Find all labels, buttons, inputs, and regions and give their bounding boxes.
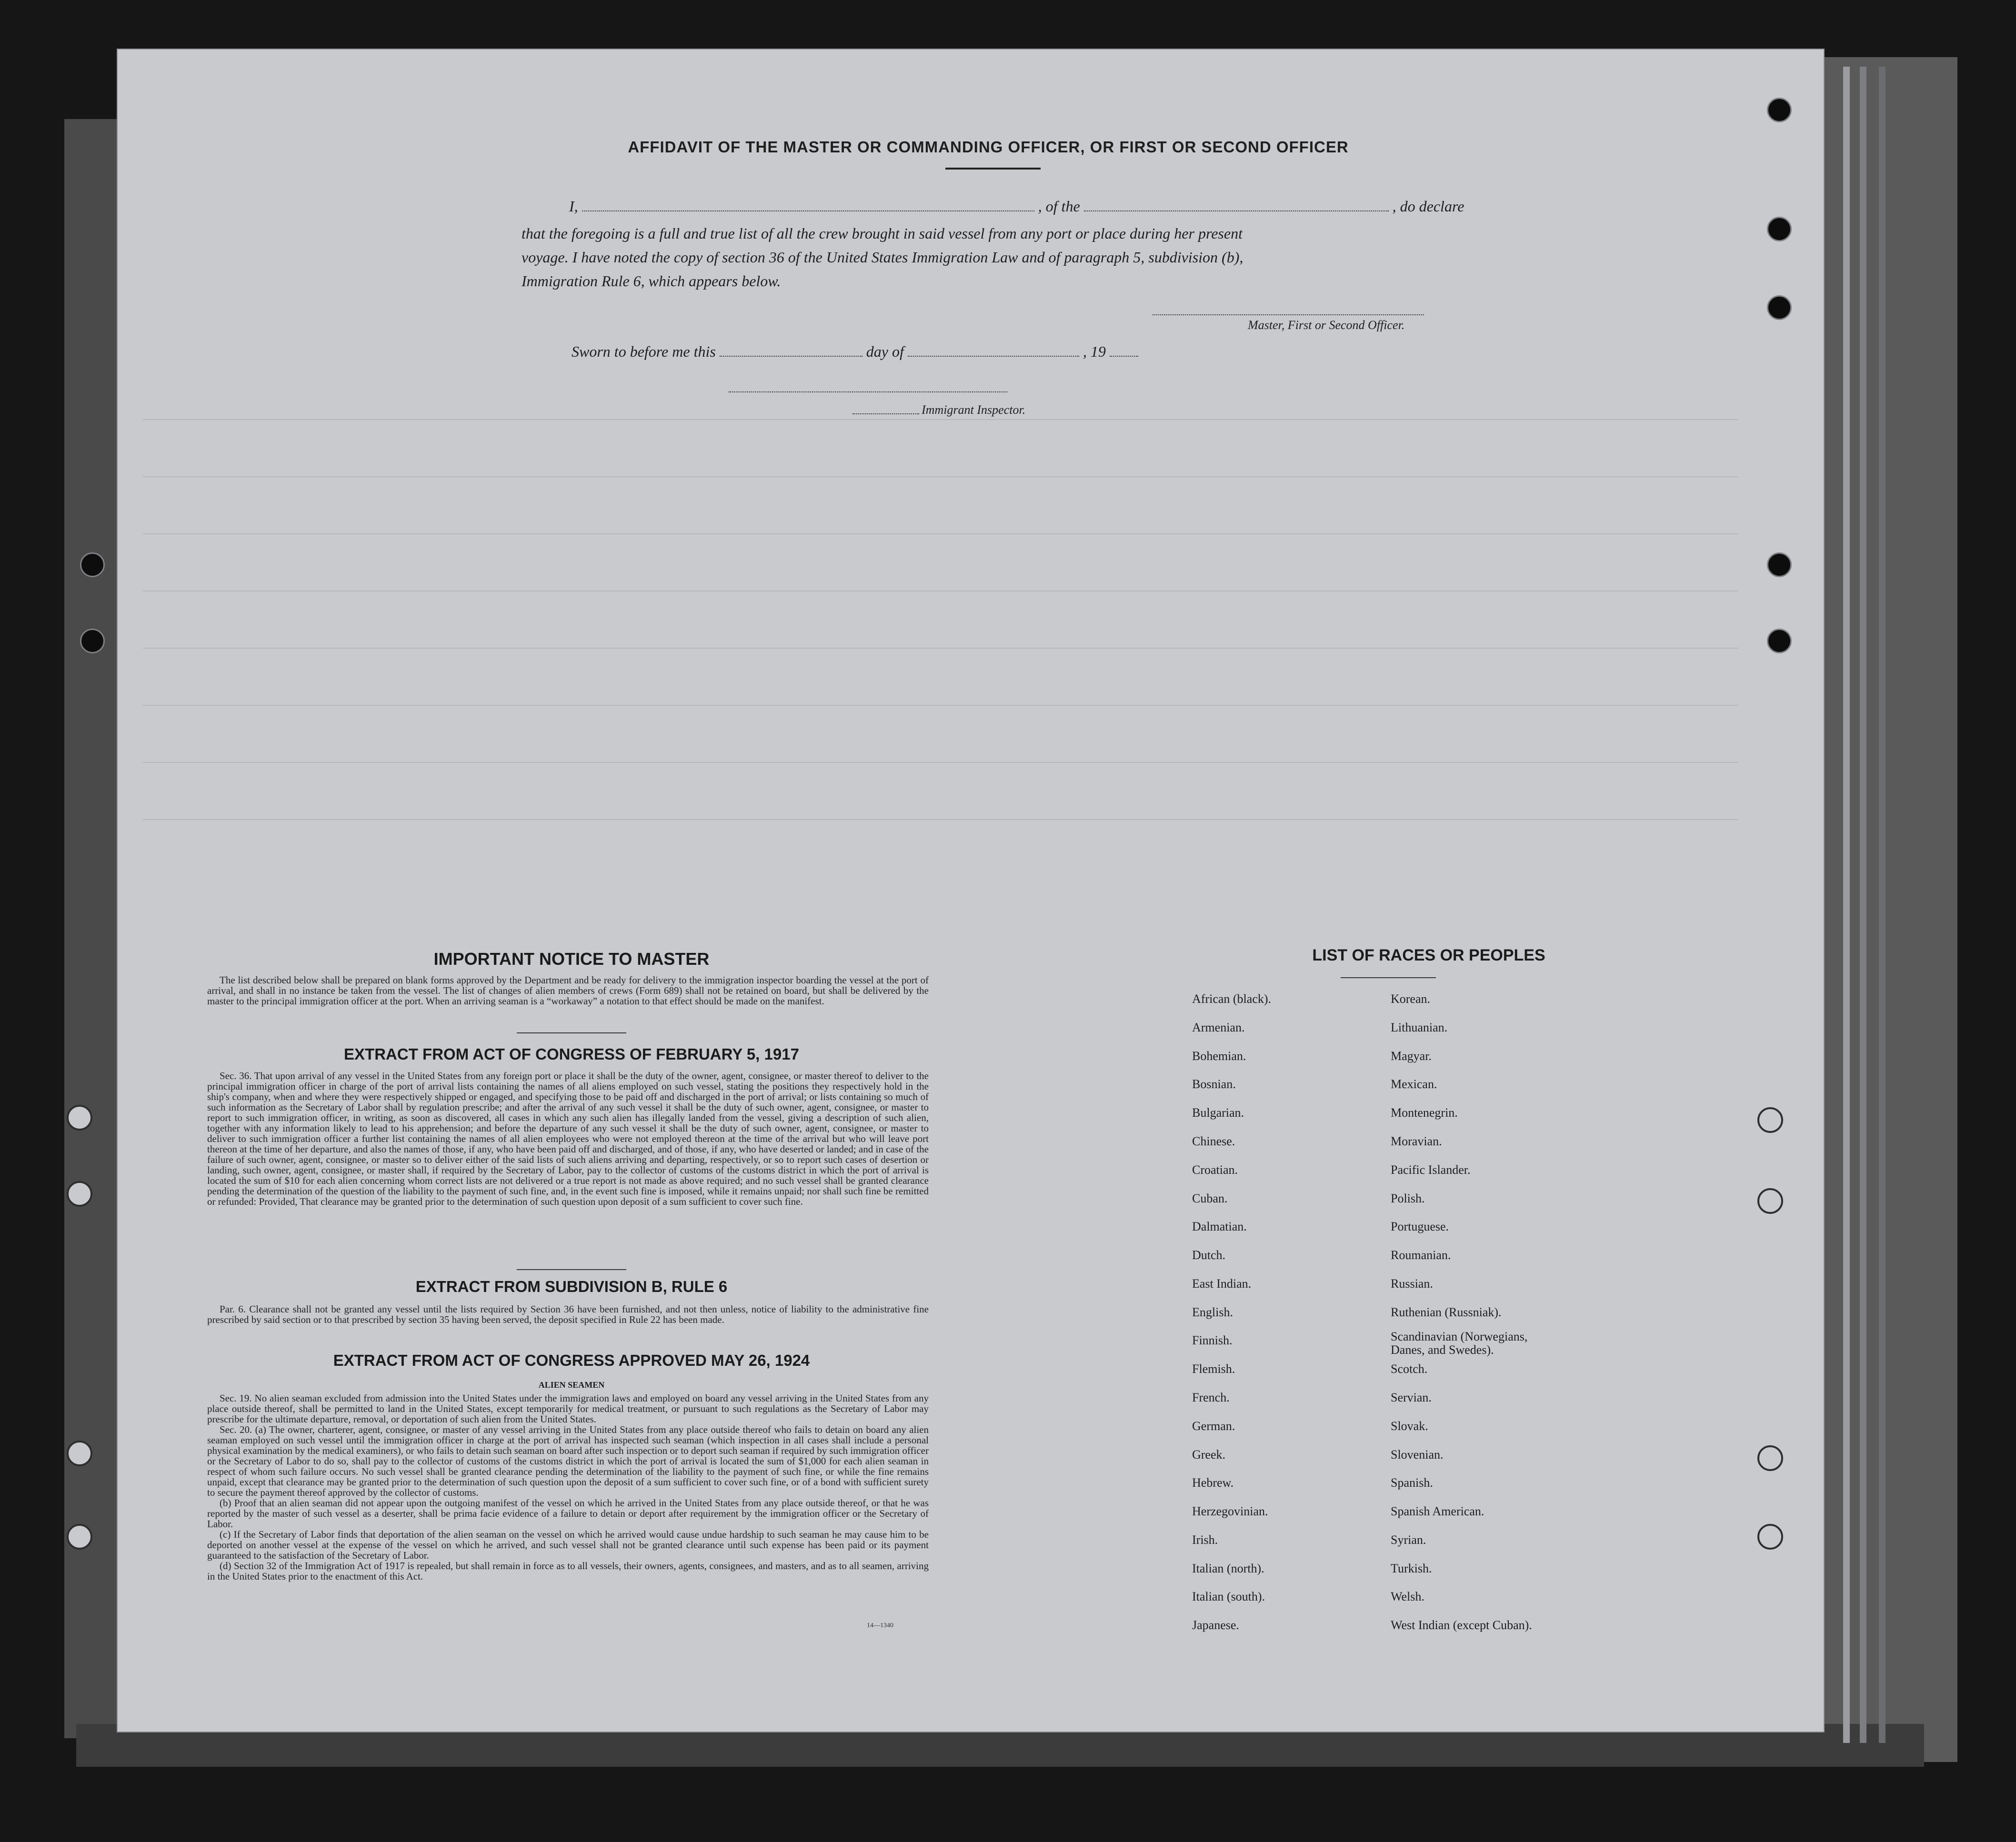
affidavit-line-2: that the foregoing is a full and true list of all the crew brought in said vessel from any port or place during her present xyxy=(522,225,1243,242)
punch-hole xyxy=(67,1105,92,1131)
sec-20a-paragraph: Sec. 20. (a) The owner, charterer, agent, consignee, or master of any vessel arriving in the United States from any place outside thereof who fails to detain on board any alien seaman employed on such vessel until the immigration officer in charge at the port of arrival has inspected such seaman (which inspection in all cases shall include a personal physical examination by the medical examiners), or who fails to detain such seaman on board after such inspection or to deport such seaman if required by such immigration officer or the Secretary of Labor to do so, shall pay to the collector of customs of the customs district in which the port of arrival is located the sum of $1,000 for each alien seaman in respect of whom such failure occurs. No such vessel shall be granted clearance pending the determination of the liability to the payment of such fine, or while the fine remains unpaid, except that clearance may be granted prior to the determination of such question upon the deposit of a sum sufficient to cover such fine, or of a bond with sufficient surety to secure the payment thereof approved by the collector of customs. xyxy=(207,1424,929,1498)
race-item: Syrian. xyxy=(1391,1533,1426,1547)
race-item: Magyar. xyxy=(1391,1049,1432,1063)
race-item: Lithuanian. xyxy=(1391,1021,1448,1034)
race-item: English. xyxy=(1192,1305,1233,1319)
punch-hole xyxy=(67,1181,92,1207)
extract-1924-title: EXTRACT FROM ACT OF CONGRESS APPROVED MAY 26, 1924 xyxy=(333,1351,810,1369)
notice-paragraph: The list described below shall be prepared on blank forms approved by the Department and be ready for delivery to the immigration inspector boarding the vessel at the port of arrival, and shall in no instance be taken from the vessel. The list of changes of alien members of crews (Form 689) shall not be retained on board, but shall be delivered by the master to the principal immigration officer at the port. When an arriving seaman is a “workaway” a notation to that effect should be made on the manifest. xyxy=(207,974,929,1007)
section-divider xyxy=(517,1269,626,1270)
affidavit-declaration-line xyxy=(569,198,1464,215)
page-edge xyxy=(1879,67,1886,1743)
affidavit-line-3: voyage. I have noted the copy of section 36 of the United States Immigration Law and of paragraph 5, subdivision (b), xyxy=(522,249,1244,266)
bleed-through-line xyxy=(143,648,1738,649)
race-item: Turkish. xyxy=(1391,1562,1432,1575)
race-item: Chinese. xyxy=(1192,1134,1235,1148)
sec-20d-paragraph: (d) Section 32 of the Immigration Act of 1917 is repealed, but shall remain in force as to all vessels, their owners, agents, consignees, and masters, and as to all seamen, arriving in the United States prior to the enactment of this Act. xyxy=(207,1560,929,1582)
extract-1917-text xyxy=(207,1071,929,1207)
bleed-through-line xyxy=(143,705,1738,706)
race-item: Armenian. xyxy=(1192,1021,1245,1034)
race-item: East Indian. xyxy=(1192,1277,1252,1291)
race-item: Hebrew. xyxy=(1192,1476,1234,1490)
page-edge xyxy=(1860,67,1866,1743)
race-item: Slovenian. xyxy=(1391,1448,1444,1462)
race-item: Japanese. xyxy=(1192,1618,1239,1632)
extract-1924-subtitle: ALIEN SEAMEN xyxy=(538,1380,605,1390)
race-item: Herzegovinian. xyxy=(1192,1504,1268,1518)
race-item: Flemish. xyxy=(1192,1362,1235,1376)
race-item: Bohemian. xyxy=(1192,1049,1246,1063)
race-item: Roumanian. xyxy=(1391,1248,1451,1262)
race-item: Irish. xyxy=(1192,1533,1218,1547)
inspector-signature-line-short xyxy=(853,413,919,414)
race-item: Finnish. xyxy=(1192,1333,1233,1347)
race-item: Spanish. xyxy=(1391,1476,1433,1490)
notice-text xyxy=(207,975,929,1006)
race-item: Italian (south). xyxy=(1192,1590,1265,1603)
race-item: Mexican. xyxy=(1391,1077,1437,1091)
sec-19-paragraph: Sec. 19. No alien seaman excluded from admission into the United States under the immigration laws and employed on board any vessel arriving in the United States from any place outside thereof, shall be permitted to land in the United States, except temporarily for medical treatment, or pursuant to such regulations as the Secretary of Labor may prescribe for the ultimate departure, removal, or deportation of such alien from the United States. xyxy=(207,1392,929,1425)
punch-hole xyxy=(1757,1188,1783,1214)
race-item: Servian. xyxy=(1391,1391,1432,1404)
extract-1917-title: EXTRACT FROM ACT OF CONGRESS OF FEBRUARY 5, 1917 xyxy=(344,1045,799,1063)
punch-hole xyxy=(67,1441,92,1466)
race-item: West Indian (except Cuban). xyxy=(1391,1618,1532,1632)
race-item: Croatian. xyxy=(1192,1163,1238,1177)
race-item: Pacific Islander. xyxy=(1391,1163,1471,1177)
race-item: Moravian. xyxy=(1391,1134,1442,1148)
bleed-through-line xyxy=(143,819,1738,820)
extract-rule6-paragraph: Par. 6. Clearance shall not be granted any vessel until the lists required by Section 36 have been furnished, and not then unless, notice of liability to the administrative fine prescribed by said section or to that prescribed by section 35 having been served, the deposit specified in Rule 22 has been made. xyxy=(207,1303,929,1325)
punch-hole xyxy=(1757,1445,1783,1471)
vessel-blank[interactable] xyxy=(1084,200,1389,211)
race-item: Italian (north). xyxy=(1192,1562,1264,1575)
race-item: Korean. xyxy=(1391,992,1431,1006)
race-item: German. xyxy=(1192,1419,1235,1433)
affidavit-declare: , do declare xyxy=(1392,198,1464,215)
affidavit-line-4: Immigration Rule 6, which appears below. xyxy=(522,272,781,290)
race-item: Ruthenian (Russniak). xyxy=(1391,1305,1502,1319)
punch-hole xyxy=(1767,217,1792,241)
race-item: French. xyxy=(1192,1391,1230,1404)
sworn-day-of: day of xyxy=(866,343,904,360)
extract-rule6-title: EXTRACT FROM SUBDIVISION B, RULE 6 xyxy=(415,1278,728,1295)
sec-20c-paragraph: (c) If the Secretary of Labor finds that deportation of the alien seaman on the vessel on which he arrived would cause undue hardship to such seaman he may cause him to be deported on another vessel at the expense of the vessel on which he arrived, and such vessel shall not be granted clearance until such expense has been paid or its payment guaranteed to the satisfaction of the Secretary of Labor. xyxy=(207,1529,929,1561)
race-item: Scandinavian (Norwegians, Danes, and Swedes). xyxy=(1391,1330,1528,1357)
punch-hole xyxy=(80,629,105,653)
extract-1917-paragraph: Sec. 36. That upon arrival of any vessel in the United States from any foreign port or place it shall be the duty of the owner, agent, consignee, or master thereof to deliver to the principal immigration officer in charge of the port of arrival lists containing the names of all aliens employed on such vessel, stating the positions they respectively hold in the ship's company, when and where they were respectively shipped or engaged, and specifying those to be paid off and discharged in the port of arrival; or lists containing so much of such information as the Secretary of Labor shall by regulation prescribe; and after the arrival of any such vessel it shall be the duty of such owner, agent, consignee, or master to report to such immigration officer, in writing, as soon as discovered, all cases in which any such alien has illegally landed from the vessel, giving a description of such alien, together with any information likely to lead to his apprehension; and before the departure of any such vessel it shall be the duty of such owner, agent, consignee, or master to deliver to such immigration officer a further list containing the names of all alien employees who were not employed thereon at the time of the arrival but who will leave port thereon at the time of her departure, and also the names of those, if any, who have been paid off and discharged, and of those, if any, who have deserted or landed; and in case of the failure of such owner, agent, consignee, or master so to deliver either of the said lists of such aliens arriving and departing, respectively, or so to report such cases of desertion or landing, such owner, agent, consignee, or master shall, if required by the Secretary of Labor, pay to the collector of customs of the customs district in which the port of arrival is located the sum of $10 for each alien concerning whom correct lists are not delivered or a true report is not made as above required; and no such vessel shall be granted clearance pending the determination of the question of the liability to the payment of such fine, and, in the event such fine is imposed, while it remains unpaid; nor shall such fine be remitted or refunded: Provided, That clearance may be granted prior to the determination of such question upon deposit of a sum sufficient to cover such fine. xyxy=(207,1070,929,1207)
race-item: African (black). xyxy=(1192,992,1272,1006)
sworn-line xyxy=(572,343,1138,360)
race-item: Welsh. xyxy=(1391,1590,1424,1603)
punch-hole xyxy=(67,1524,92,1550)
race-item: Spanish American. xyxy=(1391,1504,1484,1518)
punch-hole xyxy=(1767,295,1792,320)
inspector-signature-label: Immigrant Inspector. xyxy=(922,403,1026,417)
master-signature-line[interactable] xyxy=(1153,314,1424,315)
sec-20b-paragraph: (b) Proof that an alien seaman did not appear upon the outgoing manifest of the vessel on which he arrived in the United States from any place outside thereof, or that he was reported by the master of such vessel as a deserter, shall be prima facie evidence of a failure to detain or deport after requirement by the immigration officer or the Secretary of Labor. xyxy=(207,1497,929,1530)
title-underline xyxy=(945,168,1041,170)
affidavit-title: AFFIDAVIT OF THE MASTER OR COMMANDING OFFICER, OR FIRST OR SECOND OFFICER xyxy=(628,138,1349,156)
sworn-year: , 19 xyxy=(1083,343,1106,360)
race-item: Bosnian. xyxy=(1192,1077,1236,1091)
race-item: Russian. xyxy=(1391,1277,1433,1291)
punch-hole xyxy=(1757,1524,1783,1550)
sworn-day-blank[interactable] xyxy=(720,345,863,357)
punch-hole xyxy=(1767,629,1792,653)
sworn-year-blank[interactable] xyxy=(1110,345,1138,357)
extract-1924-text xyxy=(207,1393,929,1582)
bleed-through-line xyxy=(143,533,1738,534)
bleed-through-line xyxy=(143,762,1738,763)
notice-title: IMPORTANT NOTICE TO MASTER xyxy=(433,949,710,969)
race-item: Slovak. xyxy=(1391,1419,1428,1433)
race-item: Cuban. xyxy=(1192,1191,1228,1205)
race-item: Polish. xyxy=(1391,1191,1425,1205)
page-edge xyxy=(1843,67,1850,1743)
sworn-prefix: Sworn to before me this xyxy=(572,343,716,360)
race-item: Bulgarian. xyxy=(1192,1106,1244,1120)
punch-hole xyxy=(1757,1107,1783,1133)
sworn-month-blank[interactable] xyxy=(908,345,1079,357)
affidavit-of-the: , of the xyxy=(1038,198,1080,215)
inspector-signature-line[interactable] xyxy=(729,391,1007,392)
races-title-underline xyxy=(1341,977,1436,978)
name-blank[interactable] xyxy=(582,200,1034,211)
bleed-through-line xyxy=(143,419,1738,420)
extract-rule6-text xyxy=(207,1304,929,1325)
punch-hole xyxy=(80,552,105,577)
bleed-through-line xyxy=(143,476,1738,477)
punch-hole xyxy=(1767,98,1792,122)
race-item: Montenegrin. xyxy=(1391,1106,1458,1120)
affidavit-i: I, xyxy=(569,198,578,215)
race-item: Dalmatian. xyxy=(1192,1220,1247,1233)
race-item: Portuguese. xyxy=(1391,1220,1449,1233)
punch-hole xyxy=(1767,552,1792,577)
form-number: 14—1340 xyxy=(867,1622,893,1629)
race-item: Dutch. xyxy=(1192,1248,1226,1262)
race-item: Greek. xyxy=(1192,1448,1226,1462)
section-divider xyxy=(517,1032,626,1033)
master-signature-label: Master, First or Second Officer. xyxy=(1248,318,1405,332)
races-title: LIST OF RACES OR PEOPLES xyxy=(1312,946,1545,964)
race-item: Scotch. xyxy=(1391,1362,1428,1376)
